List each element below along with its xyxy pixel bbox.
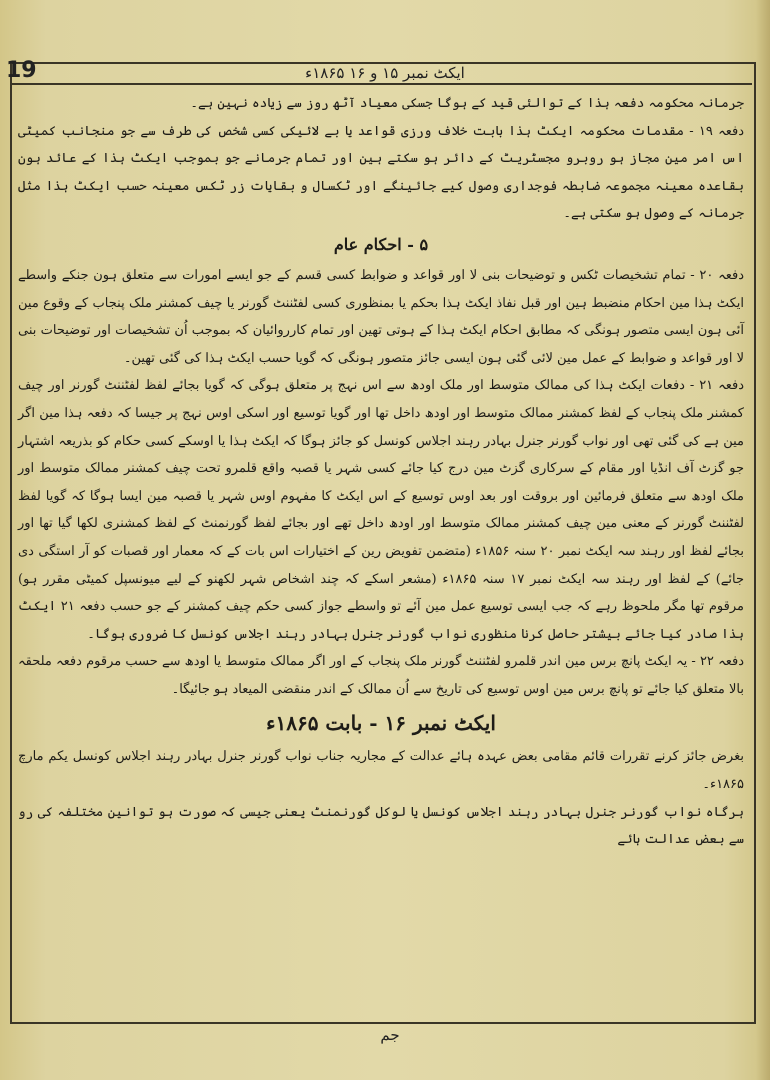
running-head: ایکٹ نمبر ۱۵ و ۱۶ ۱۸۶۵ء [305, 64, 465, 82]
section-heading-general-orders: ۵ - احکام عام [333, 234, 429, 254]
body-text [18, 90, 744, 990]
page-footer-signature: جم [380, 1026, 400, 1044]
paragraph-act-preamble: بغرض جائز کرنے تقررات قائم مقامی بعض عہدہ ہائے عدالت کے مجاریہ جناب نواب گورنر جنرل بہادر رہند اجلاس کونسل یکم مارچ ۱۸۶۵ء۔ [18, 749, 744, 793]
paragraph-section-21: دفعہ ۲۱ - دفعات ایکٹ ہذا کی ممالک متوسط اور ملک اودھ سے اس نہج پر متعلق ہوگی کہ گویا بجائے لفظ لفٹننٹ گورنر اور چیف کمشنر ملک پنجاب کے لفظ کمشنر ممالک متوسط اور اودھ داخل تھا اور گویا توسیع اور اسکی اوس نہج پر جیسا کہ دفعہ ہذا مین اگر مین ہے کی گئی تھی اور نواب گورنر جنرل بہادر رہند اجلاس کونسل کو جائز ہوگا کہ ایکٹ ہذا یا اوسکے کسی حکام کو بذریعہ اشتہار جو گزٹ آف انڈیا اور مقام کے سرکاری گزٹ مین درج کیا جائے کسی شہر یا قصبہ واقع قلمرو تحت چیف کمشنر ممالک متوسط اور ملک اودھ سے متعلق فرمائین اور بروقت اور بعد اوس توسیع کے اس ایکٹ کا مفہوم اوس شہر یا قصبہ مین ایسا ہوگا کہ گویا لفظ لفٹننٹ گورنر کے معنی مین چیف کمشنر ممالک متوسط اور اودھ داخل تھے اور بجائے لفظ گورنمنٹ کے لفظ کمشنری لکھا گیا تھا اور بجائے لفظ اور رہند سہ ایکٹ نمبر ۲۰ سنہ ۱۸۵۶ء (متضمن تفویض رین کے اختیارات اس بات کے کہ معمار اور قصبات کو آر استگی دی جائے) کے لفظ اور رہند سہ ایکٹ نمبر ۱۷ سنہ ۱۸۶۵ء (مشعر اسکے کہ چند اشخاص شہر لکھنو کے لیے میونسپل کمیٹی مقرر ہو) مرقوم تھا مگر ملحوظ رہے کہ جب ایسی توسیع عمل مین آئے تو واسطے جواز کسی حکم چیف کمشنر کے جو حسب دفعہ ۲۱ ایکٹ ہذا صادر کیا جائے بیشتر حاصل کرنا منظوری نواب گورنر جنرل بہادر رہند اجلاس کونسل کا ضروری ہوگا۔ [18, 378, 745, 642]
paragraph-penalty: جرمانہ محکومہ دفعہ ہذا کے توالئی قید کے ہوگا جسکی معیاد آٹھ روز سے زیادہ نہین ہے۔ [190, 96, 744, 111]
header-rule [10, 83, 752, 85]
paragraph-section-19: دفعہ ۱۹ - مقدمات محکومہ ایکٹ ہذا بابت خلاف ورزی قواعد یا بے لائیکی کسی شخص کی طرف سے جو منجانب کمیٹی اس امر مین مجاز ہو روبرو مجسٹریٹ کے دائر ہو سکتے ہین اور تمام جرمانے جو بموجب ایکٹ ہذا کے عائد ہون بقاعدہ معینہ مجموعہ ضابطہ فوجداری وصول کیے جائینگے اور ٹکسال و بقایات زر ٹکس معینہ حسب ایکٹ ہذا مثل جرمانہ کے وصول ہو سکتی ہے۔ [18, 123, 744, 222]
act-heading: ایکٹ نمبر ۱۶ - بابت ۱۸۶۵ء [266, 711, 496, 736]
paragraph-section-20: دفعہ ۲۰ - تمام تشخیصات ٹکس و توضیحات بنی لا اور قواعد و ضوابط کسی قسم کے جو ایسے امورات سے متعلق ہون جنکے واسطے ایکٹ ہذا مین احکام منضبط ہین اور قبل نفاذ ایکٹ ہذا بحکم یا بمنظوری کسی لفٹننٹ گورنر یا چیف کمشنر ملک پنجاب کے وقوع مین آئی ہون ایسی متصور ہونگی کہ مطابق احکام ایکٹ ہذا کے ہوتی تھین اور تمام کارروائیان کہ بموجب اُن تشخیصات اور توضیحات بنی لا اور قواعد و ضوابط کے عمل مین لائی گئی ہون ایسی جائز متصور ہونگی کہ گویا حسب ایکٹ ہذا کی گئی تھین۔ [18, 267, 744, 366]
paragraph-section-22: دفعہ ۲۲ - یہ ایکٹ پانچ برس مین اندر قلمرو لفٹننٹ گورنر ملک پنجاب کے اور اگر ممالک متوسط یا اودھ سے حسب مرقوم دفعہ ملحقہ بالا متعلق کیا جائے تو پانچ برس مین اوس توسیع کی تاریخ سے اُن ممالک کے اندر منقضی المیعاد ہو جائیگا۔ [18, 654, 744, 697]
paragraph-act-text: ہرگاہ نواب گورنر جنرل بہادر رہند اجلاس کونسل یا لوکل گورنمنٹ یعنی جیسی کہ صورت ہو توانین مختلفہ کی رو سے بعض عدالت ہائے [18, 804, 744, 848]
page-edge-stain [756, 0, 770, 1080]
page-number: 19 [6, 58, 37, 83]
